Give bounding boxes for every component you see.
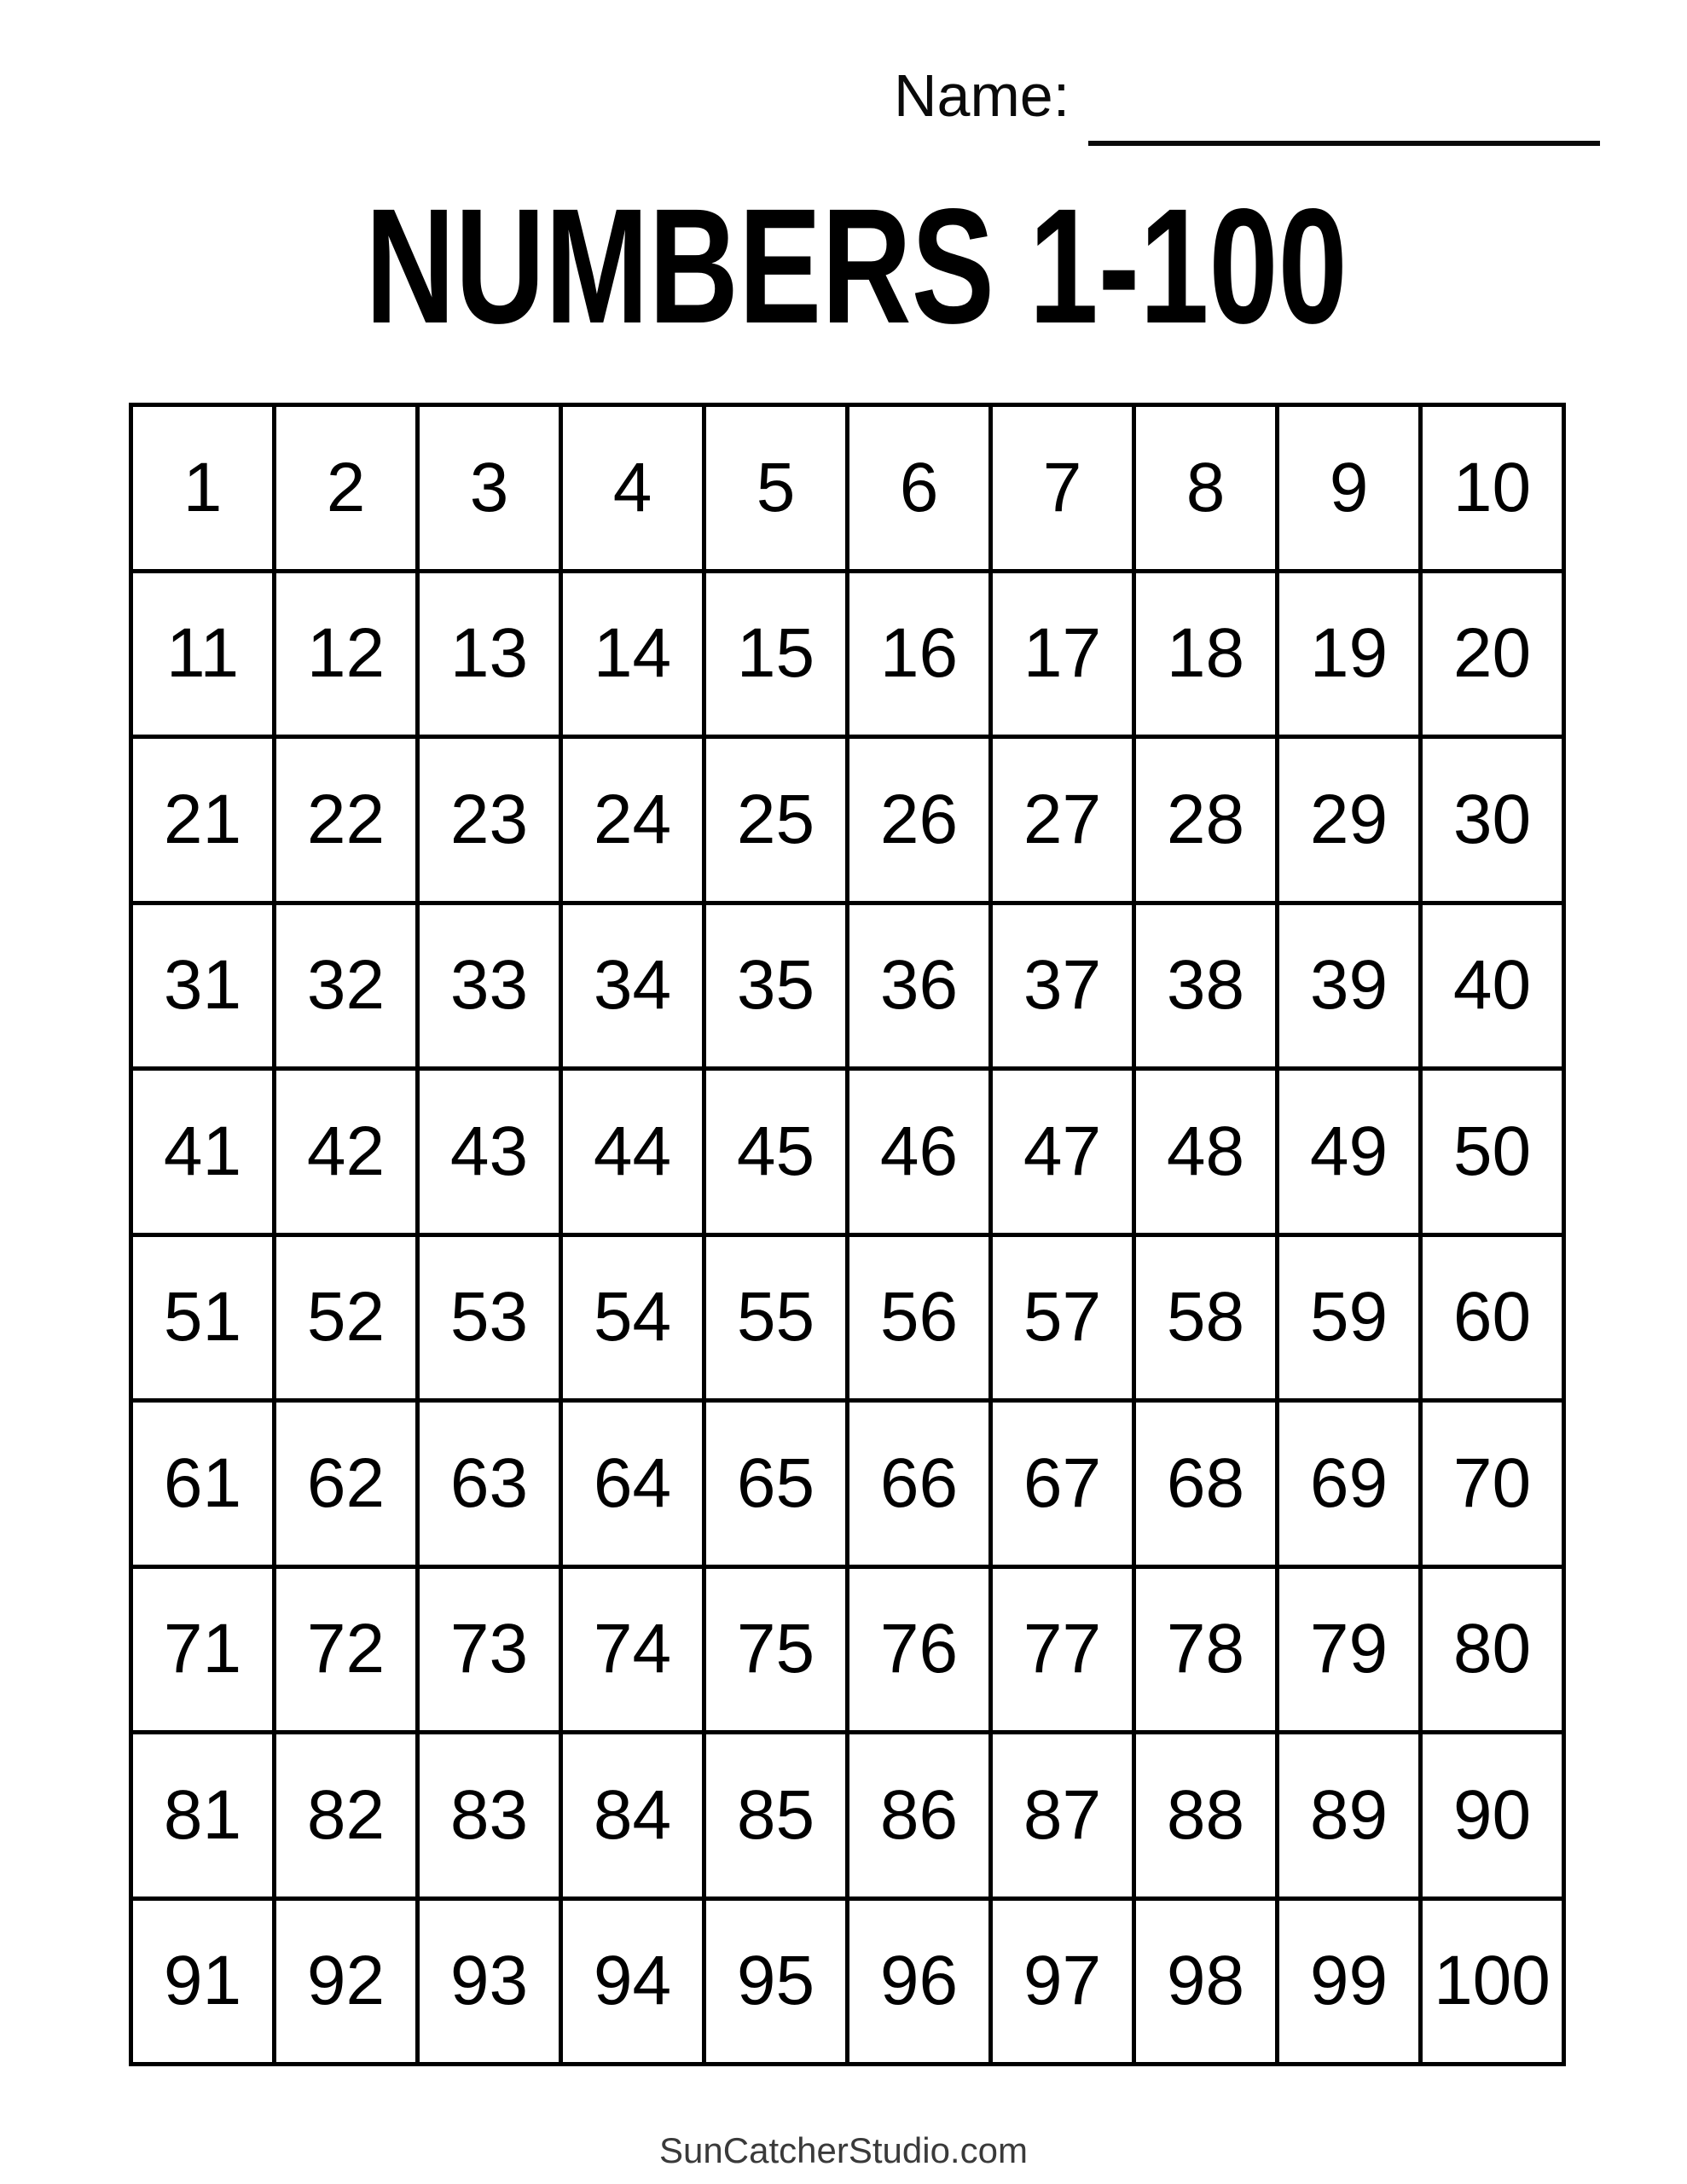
grid-cell-19: 19 — [1279, 573, 1418, 735]
grid-cell-22: 22 — [276, 739, 415, 901]
grid-cell-6: 6 — [849, 407, 988, 569]
page-title: NUMBERS 1-100 — [365, 174, 1348, 357]
grid-cell-75: 75 — [706, 1569, 845, 1731]
grid-cell-86: 86 — [849, 1734, 988, 1896]
grid-cell-64: 64 — [563, 1403, 702, 1565]
grid-cell-94: 94 — [563, 1901, 702, 2063]
grid-cell-17: 17 — [993, 573, 1132, 735]
grid-cell-13: 13 — [420, 573, 559, 735]
grid-cell-1: 1 — [133, 407, 272, 569]
grid-cell-97: 97 — [993, 1901, 1132, 2063]
grid-cell-59: 59 — [1279, 1237, 1418, 1399]
grid-cell-2: 2 — [276, 407, 415, 569]
grid-cell-80: 80 — [1423, 1569, 1562, 1731]
grid-cell-77: 77 — [993, 1569, 1132, 1731]
grid-cell-87: 87 — [993, 1734, 1132, 1896]
grid-cell-82: 82 — [276, 1734, 415, 1896]
grid-cell-72: 72 — [276, 1569, 415, 1731]
grid-cell-42: 42 — [276, 1071, 415, 1233]
grid-cell-71: 71 — [133, 1569, 272, 1731]
grid-cell-57: 57 — [993, 1237, 1132, 1399]
grid-cell-89: 89 — [1279, 1734, 1418, 1896]
grid-cell-28: 28 — [1136, 739, 1275, 901]
grid-cell-47: 47 — [993, 1071, 1132, 1233]
grid-cell-29: 29 — [1279, 739, 1418, 901]
grid-cell-4: 4 — [563, 407, 702, 569]
grid-cell-66: 66 — [849, 1403, 988, 1565]
grid-cell-95: 95 — [706, 1901, 845, 2063]
grid-cell-48: 48 — [1136, 1071, 1275, 1233]
grid-cell-16: 16 — [849, 573, 988, 735]
footer-credit: SunCatcherStudio.com — [659, 2130, 1028, 2170]
grid-cell-30: 30 — [1423, 739, 1562, 901]
grid-cell-73: 73 — [420, 1569, 559, 1731]
grid-cell-58: 58 — [1136, 1237, 1275, 1399]
grid-cell-46: 46 — [849, 1071, 988, 1233]
grid-cell-52: 52 — [276, 1237, 415, 1399]
grid-cell-98: 98 — [1136, 1901, 1275, 2063]
grid-cell-84: 84 — [563, 1734, 702, 1896]
grid-cell-50: 50 — [1423, 1071, 1562, 1233]
grid-cell-20: 20 — [1423, 573, 1562, 735]
grid-cell-15: 15 — [706, 573, 845, 735]
grid-cell-92: 92 — [276, 1901, 415, 2063]
grid-cell-26: 26 — [849, 739, 988, 901]
grid-cell-25: 25 — [706, 739, 845, 901]
grid-cell-41: 41 — [133, 1071, 272, 1233]
grid-cell-10: 10 — [1423, 407, 1562, 569]
grid-cell-45: 45 — [706, 1071, 845, 1233]
grid-cell-65: 65 — [706, 1403, 845, 1565]
grid-cell-32: 32 — [276, 905, 415, 1067]
grid-cell-85: 85 — [706, 1734, 845, 1896]
grid-cell-53: 53 — [420, 1237, 559, 1399]
grid-cell-14: 14 — [563, 573, 702, 735]
name-field — [894, 60, 1600, 131]
grid-cell-5: 5 — [706, 407, 845, 569]
grid-cell-21: 21 — [133, 739, 272, 901]
grid-cell-8: 8 — [1136, 407, 1275, 569]
grid-cell-90: 90 — [1423, 1734, 1562, 1896]
grid-cell-100: 100 — [1423, 1901, 1562, 2063]
grid-cell-83: 83 — [420, 1734, 559, 1896]
name-label: Name: — [894, 62, 1070, 129]
name-blank-line — [1088, 141, 1600, 146]
grid-cell-51: 51 — [133, 1237, 272, 1399]
grid-cell-68: 68 — [1136, 1403, 1275, 1565]
grid-cell-99: 99 — [1279, 1901, 1418, 2063]
grid-cell-37: 37 — [993, 905, 1132, 1067]
grid-cell-23: 23 — [420, 739, 559, 901]
grid-cell-60: 60 — [1423, 1237, 1562, 1399]
grid-cell-35: 35 — [706, 905, 845, 1067]
grid-cell-63: 63 — [420, 1403, 559, 1565]
grid-cell-36: 36 — [849, 905, 988, 1067]
grid-cell-33: 33 — [420, 905, 559, 1067]
grid-cell-39: 39 — [1279, 905, 1418, 1067]
grid-cell-27: 27 — [993, 739, 1132, 901]
grid-cell-7: 7 — [993, 407, 1132, 569]
grid-cell-61: 61 — [133, 1403, 272, 1565]
grid-cell-70: 70 — [1423, 1403, 1562, 1565]
grid-cell-69: 69 — [1279, 1403, 1418, 1565]
grid-cell-3: 3 — [420, 407, 559, 569]
grid-cell-38: 38 — [1136, 905, 1275, 1067]
grid-cell-11: 11 — [133, 573, 272, 735]
grid-cell-18: 18 — [1136, 573, 1275, 735]
grid-cell-40: 40 — [1423, 905, 1562, 1067]
grid-cell-56: 56 — [849, 1237, 988, 1399]
grid-cell-62: 62 — [276, 1403, 415, 1565]
grid-cell-74: 74 — [563, 1569, 702, 1731]
grid-cell-55: 55 — [706, 1237, 845, 1399]
grid-cell-43: 43 — [420, 1071, 559, 1233]
grid-cell-96: 96 — [849, 1901, 988, 2063]
grid-cell-78: 78 — [1136, 1569, 1275, 1731]
grid-cell-49: 49 — [1279, 1071, 1418, 1233]
grid-cell-44: 44 — [563, 1071, 702, 1233]
grid-cell-31: 31 — [133, 905, 272, 1067]
grid-cell-81: 81 — [133, 1734, 272, 1896]
grid-cell-9: 9 — [1279, 407, 1418, 569]
grid-cell-24: 24 — [563, 739, 702, 901]
grid-cell-67: 67 — [993, 1403, 1132, 1565]
number-grid — [129, 403, 1566, 2066]
grid-cell-12: 12 — [276, 573, 415, 735]
grid-cell-34: 34 — [563, 905, 702, 1067]
grid-cell-76: 76 — [849, 1569, 988, 1731]
grid-cell-88: 88 — [1136, 1734, 1275, 1896]
grid-cell-79: 79 — [1279, 1569, 1418, 1731]
grid-cell-93: 93 — [420, 1901, 559, 2063]
grid-cell-91: 91 — [133, 1901, 272, 2063]
grid-cell-54: 54 — [563, 1237, 702, 1399]
